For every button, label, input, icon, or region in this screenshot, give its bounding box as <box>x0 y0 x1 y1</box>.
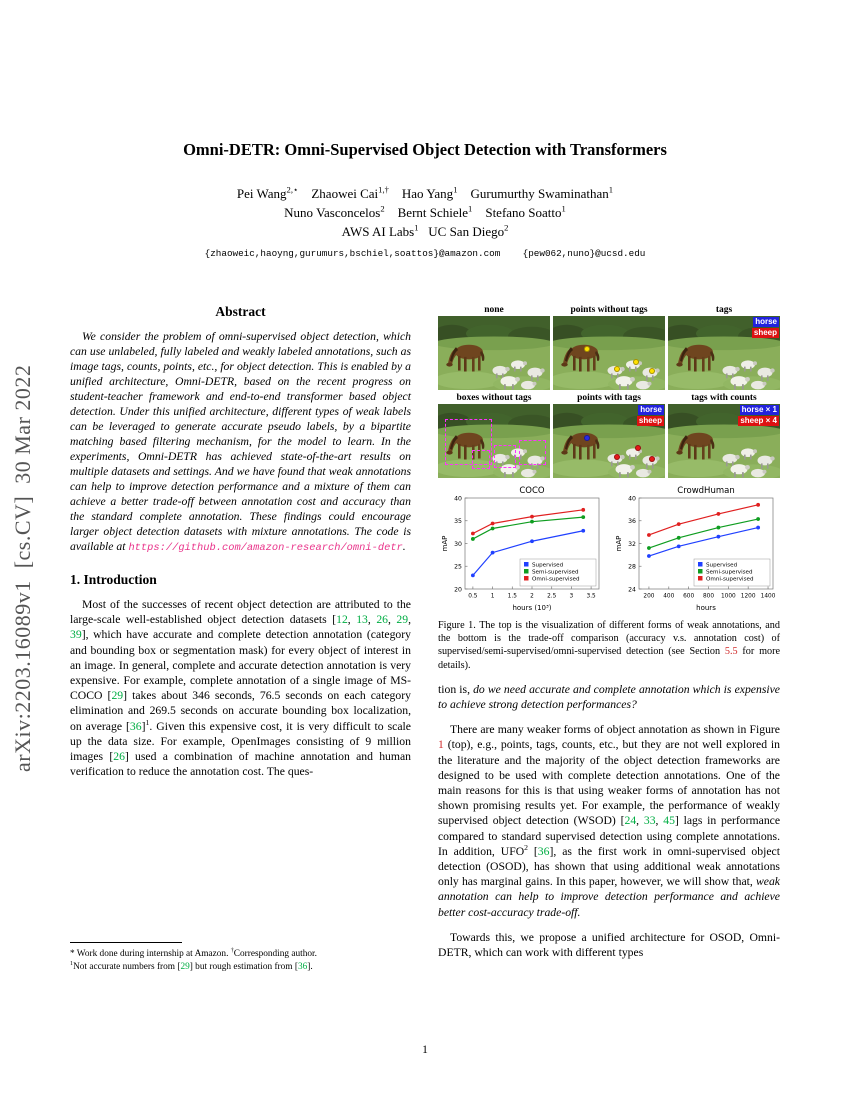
citation-link[interactable]: 12 <box>336 613 348 627</box>
annotation-point <box>584 435 590 441</box>
section-heading-introduction: 1. Introduction <box>70 572 157 587</box>
svg-text:3: 3 <box>569 593 574 600</box>
svg-text:800: 800 <box>702 593 715 600</box>
annotation-tag: sheep <box>638 416 662 425</box>
text-span: 1 <box>468 203 473 214</box>
footnote-2: $^1$Not accurate numbers from [29] but rough estimation from [36]. <box>70 960 313 972</box>
svg-text:200: 200 <box>643 593 655 600</box>
paragraph-towards: Towards this, we propose a unified architecture for OSOD, Omni-DETR, which can work with different types <box>438 930 780 960</box>
text-span: 2 <box>504 222 509 233</box>
text-span: 1 <box>561 203 566 214</box>
svg-text:0.5: 0.5 <box>468 593 478 600</box>
svg-text:CrowdHuman: CrowdHuman <box>677 486 735 496</box>
figure-caption: Figure 1. The top is the visualization of different forms of weak annotations, and the bottom is the trade-off comparison (accuracy v.s. annotation cost) of supervised/semi-supervised/omni-supervised detection (see Section 5.5 for more details). <box>438 620 781 671</box>
svg-text:Semi-supervised: Semi-supervised <box>532 569 579 576</box>
text-span: 1,† <box>378 184 389 195</box>
text-span: 1 <box>608 184 614 195</box>
text-span: † <box>230 947 234 954</box>
citation-link[interactable]: 13 <box>356 613 368 627</box>
svg-text:Supervised: Supervised <box>706 562 738 569</box>
pasture-image <box>553 316 665 390</box>
annotation-tags <box>752 317 779 338</box>
figure-panel <box>438 304 550 390</box>
author-line-1: Pei Wang$^{2,⋆}$ Zhaowei Cai$^{1,\dagger}$ Hao Yang$^1$ Gurumurthy Swaminathan$^1$ <box>236 184 614 201</box>
citation-link[interactable]: 36 <box>297 961 308 972</box>
panel-label: tags <box>715 305 733 315</box>
citation-link[interactable]: 29 <box>111 689 124 703</box>
panel-photo <box>438 316 550 390</box>
svg-text:30: 30 <box>454 540 462 548</box>
svg-text:40: 40 <box>628 495 636 503</box>
figure-panel <box>553 304 665 390</box>
annotation-tags <box>738 405 779 426</box>
annotation-tag: sheep × 4 <box>740 416 777 425</box>
panel-label: points without tags <box>570 305 648 315</box>
annotation-tag: horse × 1 <box>741 405 777 414</box>
svg-text:mAP: mAP <box>615 535 623 552</box>
annotation-point <box>649 368 655 374</box>
svg-text:hours (10³): hours (10³) <box>512 604 552 612</box>
svg-text:Omni-supervised: Omni-supervised <box>706 576 754 583</box>
svg-text:2.5: 2.5 <box>547 593 557 600</box>
intro-paragraph: Most of the successes of recent object detection are attributed to the large-scale well-established object detection datasets [12, 13, 26, 29, 39], which have accurate and complete detection annotation (category and bounding box or segmentation mask) for every object of interest in an image. In general, complete and accurate detection annotation is very expensive. For example, complete annotation of a single image of MS-COCO [29] takes about 346 seconds, 76.5 seconds on each category elimination and 269.5 seconds on accurate bounding box localization, on average $[36]^1$. Given this expensive cost, it is very difficult to scale up the data size. For example, OpenImages consisting of 9 million images [26] used a combination of machine annotation and human verification to reduce the annotation cost. The ques- <box>70 598 412 779</box>
internal-ref[interactable]: 5.5 <box>724 646 738 658</box>
figure-1 <box>438 304 780 672</box>
abstract-text: We consider the problem of omni-supervised object detection, which can use unlabeled, fully labeled and weakly labeled annotations, such as image tags, counts, points, etc., for object detection. This is enabled by a unified architecture, Omni-DETR, based on the recent progress on student-teacher framework and end-to-end transformer based object detection. Under this unified architecture, different types of weak labels can be leveraged to generate accurate pseudo labels, by a bipartite matching based filtering mechanism, for the model to learn. In the experiments, Omni-DETR has achieved state-of-the-art results on multiple datasets and settings. And we have found that weak annotations can help to improve detection performance and a mixture of them can achieve a better trade-off between annotation cost and accuracy than the standard complete annotation. These findings could encourage larger object detection datasets with mixture annotations. The code is available at https://github.com/amazon-research/omni-detr. <box>70 330 411 554</box>
svg-text:1200: 1200 <box>740 593 756 600</box>
annotation-box <box>472 450 490 469</box>
svg-text:3.5: 3.5 <box>586 593 596 600</box>
citation-link[interactable]: 26 <box>113 750 125 764</box>
text-span: 2,⋆ <box>286 184 299 195</box>
crowdhuman-chart <box>612 482 780 612</box>
annotation-tag: horse <box>640 405 662 414</box>
citation-link[interactable]: 26 <box>376 613 388 627</box>
annotation-box <box>519 440 546 465</box>
svg-text:28: 28 <box>628 563 636 571</box>
paragraph-weak-forms: There are many weaker forms of object annotation as shown in Figure 1 (top), e.g., points, tags, counts, etc., but they are not well explored in the literature and the majority of the object detection frameworks are designed to be used with complete detection annotations. One of the main reasons for this is that using weaker forms of annotation has not shown promising results yet. For example, the performance of weakly supervised object detection (WSOD) [24, 33, 45] lags in performance compared to standard supervised detection using complete annotations. In addition, UFO$^2$ [36], as the first work in omni-supervised object detection (OSOD), has shown that using additional weak annotations only has marginal gains. In this paper, however, we will show that, weak annotation can help to improve detection performance and achieve better cost-accuracy trade-off. <box>438 723 781 919</box>
annotation-tag: sheep <box>753 328 777 337</box>
text-span: 1 <box>453 184 458 195</box>
arxiv-stamp: arXiv:2203.16089v1 [cs.CV] 30 Mar 2022 <box>10 364 35 772</box>
right-column <box>438 304 780 960</box>
author-block <box>0 184 850 259</box>
figure-panel <box>553 392 665 478</box>
svg-text:25: 25 <box>454 563 462 571</box>
footnote-1: * Work done during internship at Amazon. †Corresponding author. <box>70 947 317 959</box>
svg-text:24: 24 <box>628 586 636 594</box>
svg-text:hours: hours <box>696 604 716 612</box>
panel-photo <box>668 316 780 390</box>
text-span: 1 <box>145 717 150 727</box>
text-span: 1 <box>414 222 419 233</box>
svg-text:40: 40 <box>454 495 462 503</box>
svg-text:1400: 1400 <box>760 593 776 600</box>
citation-link[interactable]: 29 <box>180 961 190 972</box>
author-line-2: Nuno Vasconcelos$^2$ Bernt Schiele$^1$ Stefano Soatto$^1$ <box>284 203 566 220</box>
panel-photo <box>668 404 780 478</box>
citation-link[interactable]: 39 <box>70 628 82 642</box>
annotation-point <box>584 346 590 352</box>
panel-photo <box>553 404 665 478</box>
text-span: 2 <box>380 203 385 214</box>
citation-link[interactable]: 29 <box>396 613 409 627</box>
svg-text:35: 35 <box>454 518 462 526</box>
left-column <box>70 304 411 779</box>
panel-label: tags with counts <box>691 393 757 403</box>
figure-charts <box>438 482 780 612</box>
svg-text:Supervised: Supervised <box>532 562 564 569</box>
author-emails: {zhaoweic,haoyng,gurumurs,bschiel,soattos}@amazon.com {pew062,nuno}@ucsd.edu <box>204 248 646 259</box>
panel-photo <box>438 404 550 478</box>
code-link[interactable]: https://github.com/amazon-research/omni-detr <box>128 542 403 554</box>
annotation-tags <box>637 405 664 426</box>
internal-ref[interactable]: 1 <box>438 738 444 752</box>
panel-label: points with tags <box>577 393 641 403</box>
footnote-rule <box>70 942 182 943</box>
citation-link[interactable]: 36 <box>129 719 142 733</box>
svg-text:Omni-supervised: Omni-supervised <box>532 576 580 583</box>
svg-text:400: 400 <box>663 593 675 600</box>
annotation-point <box>649 456 655 462</box>
panel-photo <box>553 316 665 390</box>
affiliation-line: AWS AI Labs$^1$ UC San Diego$^2$ <box>341 222 509 239</box>
citation-link[interactable]: 33 <box>643 814 656 828</box>
citation-link[interactable]: 24 <box>624 814 637 828</box>
citation-link[interactable]: 45 <box>663 814 675 828</box>
svg-text:600: 600 <box>683 593 695 600</box>
text-span: weak annotation can help to improve detection performance and achieve better cost-accuracy trade-off. <box>438 875 780 919</box>
footnotes <box>70 942 411 973</box>
svg-text:32: 32 <box>628 540 636 548</box>
svg-text:36: 36 <box>628 518 636 526</box>
figure-panels <box>438 304 780 478</box>
svg-text:Semi-supervised: Semi-supervised <box>706 569 753 576</box>
figure-panel <box>438 392 550 478</box>
paper-title: Omni-DETR: Omni-Supervised Object Detection with Transformers <box>183 140 667 159</box>
text-span: 1 <box>70 960 74 967</box>
svg-text:1000: 1000 <box>720 593 736 600</box>
panel-label: none <box>484 305 504 315</box>
svg-text:20: 20 <box>454 586 462 594</box>
coco-chart <box>438 482 606 612</box>
annotation-box <box>494 445 516 467</box>
abstract-heading: Abstract <box>215 304 266 319</box>
figure-panel <box>668 392 780 478</box>
pasture-image <box>438 316 550 390</box>
text-span: do we need accurate and complete annotation which is expensive to achieve strong detection performances? <box>438 682 780 712</box>
svg-text:1: 1 <box>490 593 495 600</box>
annotation-point <box>633 359 639 365</box>
svg-text:2: 2 <box>530 593 534 600</box>
page-number: 1 <box>422 1044 428 1056</box>
annotation-tag: horse <box>755 317 777 326</box>
svg-text:COCO: COCO <box>519 486 545 496</box>
svg-text:1.5: 1.5 <box>507 593 517 600</box>
svg-text:mAP: mAP <box>441 535 449 552</box>
text-span: 2 <box>524 842 528 852</box>
citation-link[interactable]: 36 <box>537 844 550 858</box>
paragraph-question: tion is, do we need accurate and complete annotation which is expensive to achieve strong detection performances? <box>438 682 780 712</box>
panel-label: boxes without tags <box>456 393 532 403</box>
figure-panel <box>668 304 780 390</box>
